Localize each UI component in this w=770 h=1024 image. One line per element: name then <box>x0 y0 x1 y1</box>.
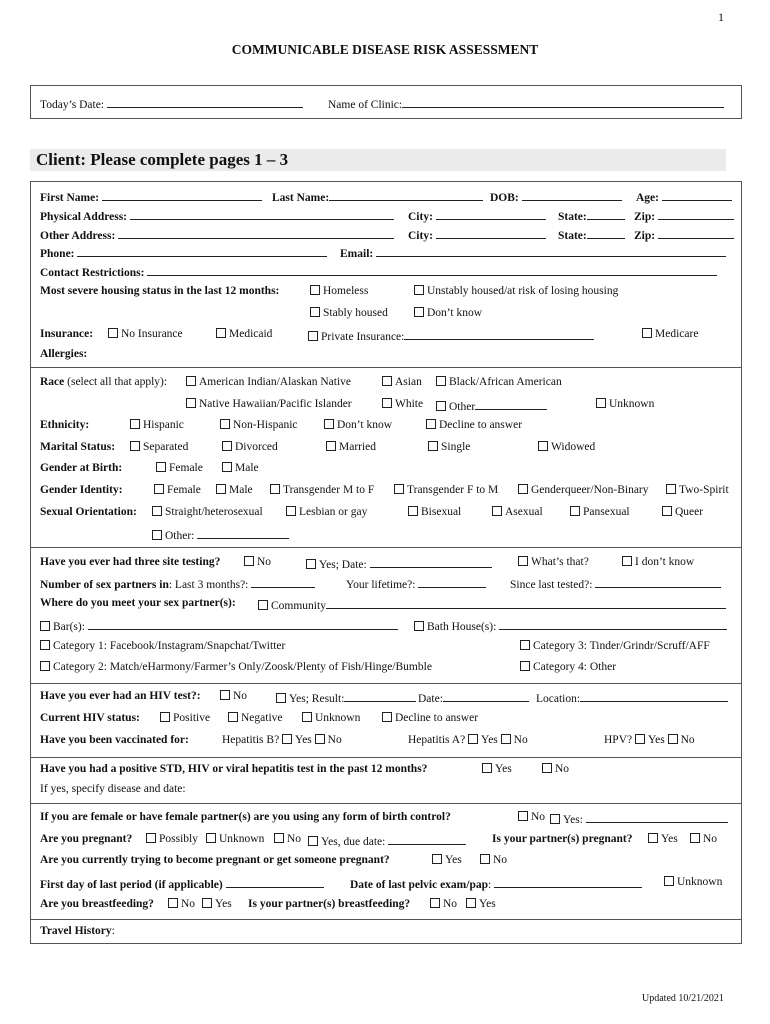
race-label: Race <box>40 376 65 388</box>
divider <box>30 547 742 548</box>
orientation-option-asexual[interactable]: Asexual <box>492 506 543 518</box>
client-banner <box>30 149 726 171</box>
divider <box>30 803 742 804</box>
divider <box>30 683 742 684</box>
std-specify-label: If yes, specify disease and date: <box>40 783 186 795</box>
pelvic-exam-label: Date of last pelvic exam/pap <box>350 879 488 891</box>
ethnicity-option-decline[interactable]: Decline to answer <box>426 419 522 431</box>
dob-field[interactable] <box>522 189 622 201</box>
checkbox[interactable] <box>222 441 232 451</box>
other-address-label: Other Address: <box>40 230 116 242</box>
hepa-option-no[interactable]: No <box>501 734 528 746</box>
pregnant-option-possibly[interactable]: Possibly <box>146 833 198 845</box>
gender-identity-option-female[interactable]: Female <box>154 484 201 496</box>
partner-breastfeeding-option-yes[interactable]: Yes <box>466 898 496 910</box>
meet-option-category-4[interactable]: Category 4: Other <box>520 661 616 673</box>
gender-identity-label: Gender Identity: <box>40 484 123 496</box>
checkbox[interactable] <box>228 712 238 722</box>
marital-option-single[interactable]: Single <box>428 441 470 453</box>
age-label: Age: <box>636 192 659 204</box>
checkbox[interactable] <box>635 734 645 744</box>
meet-option-community[interactable]: Community <box>258 597 726 612</box>
meet-option-bath-house[interactable]: Bath House(s): <box>414 618 727 633</box>
checkbox[interactable] <box>648 833 658 843</box>
housing-option-stable[interactable]: Stably housed <box>310 307 388 319</box>
checkbox[interactable] <box>668 734 678 744</box>
hepatitis-a-label: Hepatitis A? <box>408 734 466 746</box>
city-field[interactable] <box>436 227 546 239</box>
age-field[interactable] <box>662 189 732 201</box>
divider <box>30 919 742 920</box>
zip-field[interactable] <box>658 208 734 220</box>
divider <box>30 367 742 368</box>
three-site-option-yes[interactable]: Yes; Date: <box>306 556 492 571</box>
breastfeeding-question: Are you breastfeeding? <box>40 898 154 910</box>
race-other-field[interactable] <box>475 398 547 410</box>
physical-address-label: Physical Address: <box>40 211 128 223</box>
checkbox[interactable] <box>520 640 530 650</box>
checkbox[interactable] <box>186 376 196 386</box>
zip-label: Zip: <box>634 230 656 242</box>
orientation-option-other[interactable]: Other: <box>152 527 289 542</box>
std-option-no[interactable]: No <box>542 763 569 775</box>
partner-pregnant-option-no[interactable]: No <box>690 833 717 845</box>
checkbox[interactable] <box>286 506 296 516</box>
travel-history-label: Travel History <box>40 925 112 937</box>
lifetime-label: Your lifetime?: <box>346 579 416 591</box>
checkbox[interactable] <box>306 559 316 569</box>
last-3-months-field[interactable] <box>251 576 315 588</box>
race-option-other[interactable]: Other <box>436 398 547 413</box>
race-option-asian[interactable]: Asian <box>382 376 422 388</box>
meet-option-bars[interactable]: Bar(s): <box>40 618 398 633</box>
last-3-months-label: : Last 3 months?: <box>168 579 249 591</box>
checkbox[interactable] <box>154 484 164 494</box>
contact-restrictions-field[interactable] <box>147 264 717 276</box>
checkbox[interactable] <box>518 556 528 566</box>
partner-breastfeeding-option-no[interactable]: No <box>430 898 457 910</box>
phone-field[interactable] <box>77 245 327 257</box>
checkbox[interactable] <box>168 898 178 908</box>
trying-pregnant-question: Are you currently trying to become pregnant or get someone pregnant? <box>40 854 390 866</box>
checkbox[interactable] <box>414 285 424 295</box>
checkbox[interactable] <box>326 441 336 451</box>
where-meet-question: Where do you meet your sex partner(s): <box>40 597 236 609</box>
housing-label: Most severe housing status in the last 12 months: <box>40 285 280 297</box>
birth-control-question: If you are female or have female partner(s) are you using any form of birth control? <box>40 811 451 823</box>
gender-identity-option-mtf[interactable]: Transgender M to F <box>270 484 374 496</box>
contact-restrictions-label: Contact Restrictions: <box>40 267 145 279</box>
first-name-label: First Name: <box>40 192 100 204</box>
zip-field[interactable] <box>658 227 734 239</box>
housing-option-dont-know[interactable]: Don’t know <box>414 307 482 319</box>
checkbox[interactable] <box>642 328 652 338</box>
pregnant-option-unknown[interactable]: Unknown <box>206 833 264 845</box>
checkbox[interactable] <box>550 814 560 824</box>
phone-label: Phone: <box>40 248 75 260</box>
pelvic-exam-field[interactable] <box>494 876 642 888</box>
checkbox[interactable] <box>480 854 490 864</box>
pregnant-option-no[interactable]: No <box>274 833 301 845</box>
breastfeeding-option-no[interactable]: No <box>168 898 195 910</box>
state-field[interactable] <box>587 227 625 239</box>
pelvic-option-unknown[interactable]: Unknown <box>664 876 722 888</box>
ethnicity-label: Ethnicity: <box>40 419 90 431</box>
checkbox[interactable] <box>302 712 312 722</box>
gender-identity-option-two-spirit[interactable]: Two-Spirit <box>666 484 729 496</box>
since-last-tested-field[interactable] <box>595 576 721 588</box>
orientation-option-straight[interactable]: Straight/heterosexual <box>152 506 263 518</box>
partner-breastfeeding-question: Is your partner(s) breastfeeding? <box>248 898 411 910</box>
race-option-white[interactable]: White <box>382 398 423 410</box>
state-field[interactable] <box>587 208 625 220</box>
email-label: Email: <box>340 248 374 260</box>
checkbox[interactable] <box>596 398 606 408</box>
pregnant-option-yes[interactable]: Yes, due date: <box>308 833 466 848</box>
checkbox[interactable] <box>468 734 478 744</box>
housing-option-homeless[interactable]: Homeless <box>310 285 368 297</box>
hpv-option-no[interactable]: No <box>668 734 695 746</box>
clinic-name-label: Name of Clinic: <box>328 99 403 111</box>
checkbox[interactable] <box>664 876 674 886</box>
checkbox[interactable] <box>414 307 424 317</box>
race-option-black[interactable]: Black/African American <box>436 376 562 388</box>
physical-address-field[interactable] <box>130 208 394 220</box>
marital-option-widowed[interactable]: Widowed <box>538 441 595 453</box>
hiv-status-option-decline[interactable]: Decline to answer <box>382 712 478 724</box>
checkbox[interactable] <box>520 661 530 671</box>
checkbox[interactable] <box>394 484 404 494</box>
ethnicity-option-hispanic[interactable]: Hispanic <box>130 419 184 431</box>
checkbox[interactable] <box>518 811 528 821</box>
gender-at-birth-label: Gender at Birth: <box>40 462 123 474</box>
marital-option-married[interactable]: Married <box>326 441 376 453</box>
banner-text: Client: Please complete pages 1 – 3 <box>36 150 289 169</box>
gender-identity-option-male[interactable]: Male <box>216 484 253 496</box>
checkbox[interactable] <box>436 401 446 411</box>
colon: : <box>111 925 115 937</box>
due-date-field[interactable] <box>388 833 466 845</box>
checkbox[interactable] <box>426 419 436 429</box>
checkbox[interactable] <box>40 661 50 671</box>
first-day-period-field[interactable] <box>226 876 324 888</box>
last-name-label: Last Name: <box>272 192 330 204</box>
community-field[interactable] <box>326 597 726 609</box>
hiv-location-label: Location: <box>536 693 581 705</box>
lifetime-field[interactable] <box>418 576 486 588</box>
private-insurance-field[interactable] <box>404 328 594 340</box>
checkbox[interactable] <box>430 898 440 908</box>
hepb-option-yes[interactable]: Yes <box>282 734 312 746</box>
hpv-label: HPV? <box>604 734 633 746</box>
page-title: COMMUNICABLE DISEASE RISK ASSESSMENT <box>231 42 539 57</box>
bath-house-field[interactable] <box>499 618 727 630</box>
last-name-field[interactable] <box>329 189 483 201</box>
first-name-field[interactable] <box>102 189 262 201</box>
checkbox[interactable] <box>414 621 424 631</box>
checkbox[interactable] <box>282 734 292 744</box>
hiv-test-option-yes[interactable]: Yes; Result: <box>276 690 416 705</box>
divider <box>30 757 742 758</box>
hepatitis-b-label: Hepatitis B? <box>222 734 280 746</box>
checkbox[interactable] <box>276 693 286 703</box>
hpv-option-yes[interactable]: Yes <box>635 734 665 746</box>
checkbox[interactable] <box>542 763 552 773</box>
checkbox[interactable] <box>408 506 418 516</box>
three-site-question: Have you ever had three site testing? <box>40 556 221 568</box>
dob-label: DOB: <box>490 192 519 204</box>
gender-identity-option-ftm[interactable]: Transgender F to M <box>394 484 498 496</box>
hiv-test-question: Have you ever had an HIV test?: <box>40 690 201 702</box>
page-number: 1 <box>718 10 724 24</box>
checkbox[interactable] <box>324 419 334 429</box>
clinic-name-field[interactable] <box>402 96 724 108</box>
breastfeeding-option-yes[interactable]: Yes <box>202 898 232 910</box>
checkbox[interactable] <box>130 419 140 429</box>
checkbox[interactable] <box>518 484 528 494</box>
three-site-option-whats-that[interactable]: What’s that? <box>518 556 589 568</box>
gender-identity-option-nonbinary[interactable]: Genderqueer/Non-Binary <box>518 484 649 496</box>
checkbox[interactable] <box>222 462 232 472</box>
zip-label: Zip: <box>634 211 656 223</box>
std-question: Have you had a positive STD, HIV or viral hepatitis test in the past 12 months? <box>40 763 428 775</box>
insurance-option-medicaid[interactable]: Medicaid <box>216 328 272 340</box>
checkbox[interactable] <box>432 854 442 864</box>
three-site-option-no[interactable]: No <box>244 556 271 568</box>
ethnicity-option-dont-know[interactable]: Don’t know <box>324 419 392 431</box>
meet-option-category-1[interactable]: Category 1: Facebook/Instagram/Snapchat/Twitter <box>40 640 285 652</box>
race-option-american-indian[interactable]: American Indian/Alaskan Native <box>186 376 351 388</box>
checkbox[interactable] <box>315 734 325 744</box>
std-option-yes[interactable]: Yes <box>482 763 512 775</box>
gender-birth-option-male[interactable]: Male <box>222 462 259 474</box>
city-label: City: <box>408 230 433 242</box>
first-day-period-label: First day of last period (if applicable) <box>40 879 223 891</box>
checkbox[interactable] <box>308 331 318 341</box>
checkbox[interactable] <box>538 441 548 451</box>
birth-control-field[interactable] <box>586 811 728 823</box>
partner-pregnant-option-yes[interactable]: Yes <box>648 833 678 845</box>
checkbox[interactable] <box>156 462 166 472</box>
bars-field[interactable] <box>88 618 398 630</box>
hiv-status-label: Current HIV status: <box>40 712 140 724</box>
hiv-location-field[interactable] <box>580 690 728 702</box>
hiv-status-option-positive[interactable]: Positive <box>160 712 210 724</box>
checkbox[interactable] <box>570 506 580 516</box>
hiv-date-field[interactable] <box>443 690 529 702</box>
checkbox[interactable] <box>270 484 280 494</box>
checkbox[interactable] <box>220 690 230 700</box>
checkbox[interactable] <box>382 712 392 722</box>
insurance-option-none[interactable]: No Insurance <box>108 328 183 340</box>
checkbox[interactable] <box>482 763 492 773</box>
state-label: State: <box>558 230 587 242</box>
city-field[interactable] <box>436 208 546 220</box>
partner-pregnant-question: Is your partner(s) pregnant? <box>492 833 633 845</box>
checkbox[interactable] <box>308 836 318 846</box>
ethnicity-option-non-hispanic[interactable]: Non-Hispanic <box>220 419 298 431</box>
orientation-other-field[interactable] <box>197 527 289 539</box>
three-site-date-field[interactable] <box>370 556 492 568</box>
sexual-orientation-label: Sexual Orientation: <box>40 506 137 518</box>
allergies-label: Allergies: <box>40 348 88 360</box>
email-field[interactable] <box>376 245 726 257</box>
checkbox[interactable] <box>428 441 438 451</box>
race-note: (select all that apply): <box>67 376 168 388</box>
checkbox[interactable] <box>130 441 140 451</box>
checkbox[interactable] <box>662 506 672 516</box>
orientation-option-gay[interactable]: Lesbian or gay <box>286 506 367 518</box>
pregnant-question: Are you pregnant? <box>40 833 133 845</box>
race-option-unknown[interactable]: Unknown <box>596 398 654 410</box>
checkbox[interactable] <box>40 621 50 631</box>
checkbox[interactable] <box>622 556 632 566</box>
checkbox[interactable] <box>186 398 196 408</box>
state-label: State: <box>558 211 587 223</box>
updated-date: Updated 10/21/2021 <box>642 993 724 1004</box>
birth-control-option-no[interactable]: No <box>518 811 545 823</box>
hiv-date-label: Date: <box>418 693 443 705</box>
checkbox[interactable] <box>666 484 676 494</box>
gender-birth-option-female[interactable]: Female <box>156 462 203 474</box>
trying-option-no[interactable]: No <box>480 854 507 866</box>
checkbox[interactable] <box>258 600 268 610</box>
orientation-option-queer[interactable]: Queer <box>662 506 703 518</box>
colon: : <box>487 879 492 891</box>
checkbox[interactable] <box>40 640 50 650</box>
other-address-field[interactable] <box>118 227 394 239</box>
insurance-label: Insurance: <box>40 328 94 340</box>
checkbox[interactable] <box>152 530 162 540</box>
insurance-option-medicare[interactable]: Medicare <box>642 328 698 340</box>
marital-option-separated[interactable]: Separated <box>130 441 188 453</box>
checkbox[interactable] <box>382 376 392 386</box>
hepa-option-yes[interactable]: Yes <box>468 734 498 746</box>
hiv-status-option-negative[interactable]: Negative <box>228 712 283 724</box>
checkbox[interactable] <box>202 898 212 908</box>
hiv-status-option-unknown[interactable]: Unknown <box>302 712 360 724</box>
hiv-test-option-no[interactable]: No <box>220 690 247 702</box>
three-site-option-dont-know[interactable]: I don’t know <box>622 556 694 568</box>
checkbox[interactable] <box>108 328 118 338</box>
checkbox[interactable] <box>310 285 320 295</box>
todays-date-label: Today’s Date: <box>40 99 105 111</box>
todays-date-field[interactable] <box>107 96 303 108</box>
sex-partners-label: Number of sex partners in <box>40 579 169 591</box>
hepb-option-no[interactable]: No <box>315 734 342 746</box>
hiv-result-field[interactable] <box>344 690 416 702</box>
checkbox[interactable] <box>152 506 162 516</box>
city-label: City: <box>408 211 433 223</box>
checkbox[interactable] <box>216 328 226 338</box>
checkbox[interactable] <box>466 898 476 908</box>
race-option-native-hawaiian[interactable]: Native Hawaiian/Pacific Islander <box>186 398 352 410</box>
checkbox[interactable] <box>310 307 320 317</box>
checkbox[interactable] <box>492 506 502 516</box>
checkbox[interactable] <box>690 833 700 843</box>
checkbox[interactable] <box>160 712 170 722</box>
checkbox[interactable] <box>244 556 254 566</box>
since-last-tested-label: Since last tested?: <box>510 579 593 591</box>
checkbox[interactable] <box>501 734 511 744</box>
checkbox[interactable] <box>206 833 216 843</box>
meet-option-category-2[interactable]: Category 2: Match/eHarmony/Farmer’s Only/Zoosk/Plenty of Fish/Hinge/Bumble <box>40 661 432 673</box>
checkbox[interactable] <box>436 376 446 386</box>
marital-option-divorced[interactable]: Divorced <box>222 441 278 453</box>
checkbox[interactable] <box>216 484 226 494</box>
insurance-option-private[interactable]: Private Insurance: <box>308 328 594 343</box>
orientation-option-pansexual[interactable]: Pansexual <box>570 506 630 518</box>
trying-option-yes[interactable]: Yes <box>432 854 462 866</box>
checkbox[interactable] <box>274 833 284 843</box>
checkbox[interactable] <box>220 419 230 429</box>
birth-control-option-yes[interactable]: Yes: <box>550 811 728 826</box>
marital-status-label: Marital Status: <box>40 441 116 453</box>
checkbox[interactable] <box>146 833 156 843</box>
meet-option-category-3[interactable]: Category 3: Tinder/Grindr/Scruff/AFF <box>520 640 710 652</box>
checkbox[interactable] <box>382 398 392 408</box>
orientation-option-bisexual[interactable]: Bisexual <box>408 506 461 518</box>
housing-option-unstable[interactable]: Unstably housed/at risk of losing housing <box>414 285 618 297</box>
vaccinated-label: Have you been vaccinated for: <box>40 734 189 746</box>
